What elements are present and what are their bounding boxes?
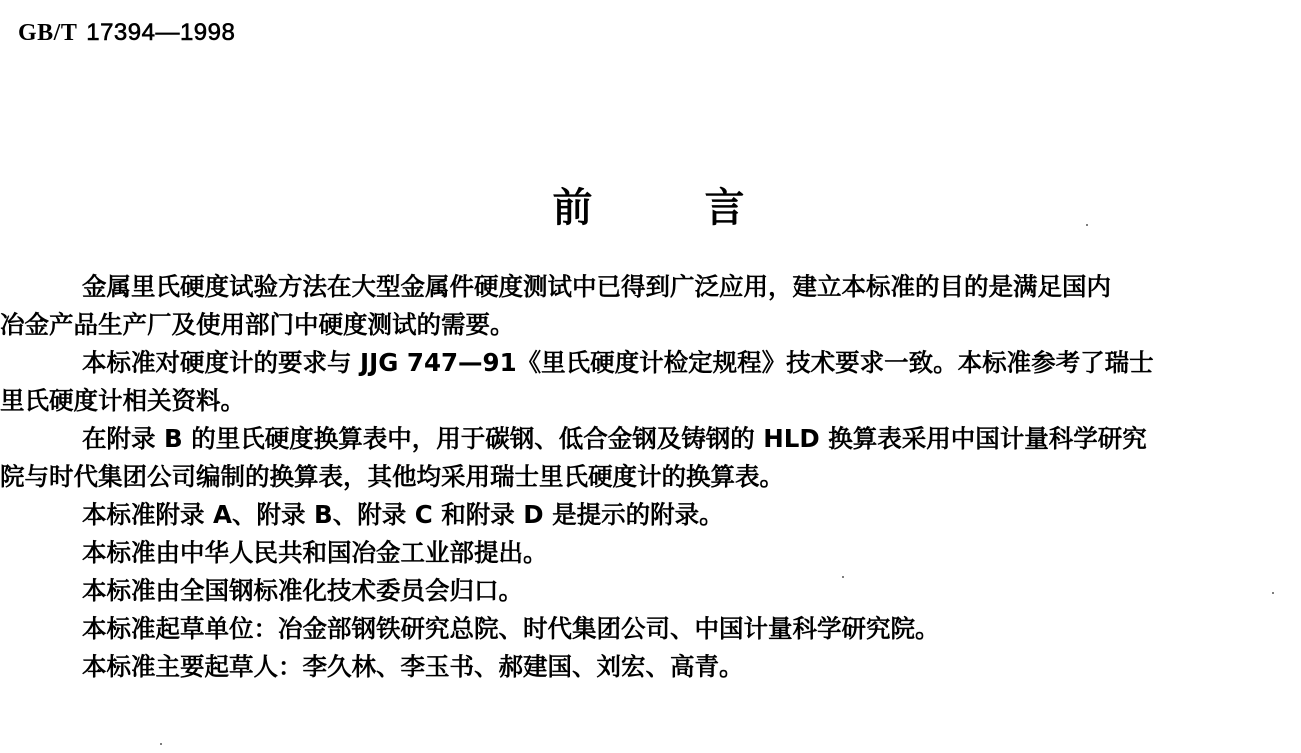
paragraph-line: 本标准由中华人民共和国冶金工业部提出。 <box>82 538 548 567</box>
paragraph-line: 本标准对硬度计的要求与 JJG 747—91《里氏硬度计检定规程》技术要求一致。本标准参考了瑞士 <box>82 348 1154 377</box>
title-char-2: 言 <box>704 185 749 231</box>
standard-code: GB/T <box>18 20 78 46</box>
paragraph-line: 金属里氏硬度试验方法在大型金属件硬度测试中已得到广泛应用，建立本标准的目的是满足国内 <box>82 272 1111 301</box>
paragraph-line: 本标准起草单位：冶金部钢铁研究总院、时代集团公司、中国计量科学研究院。 <box>82 614 940 643</box>
paragraph-5 <box>0 534 1301 572</box>
paragraph-line: 在附录 B 的里氏硬度换算表中，用于碳钢、低合金钢及铸钢的 HLD 换算表采用中国计量科学研究 <box>82 424 1147 453</box>
paragraph-2 <box>0 344 1301 420</box>
paragraph-8 <box>0 648 1301 686</box>
paragraph-4 <box>0 496 1301 534</box>
paragraph-6 <box>0 572 1301 610</box>
scan-speck <box>1272 592 1274 594</box>
paragraph-line: 本标准主要起草人：李久林、李玉书、郝建国、刘宏、高青。 <box>82 652 744 681</box>
paragraph-line: 冶金产品生产厂及使用部门中硬度测试的需要。 <box>0 310 515 339</box>
page-title <box>0 176 1301 233</box>
paragraph-line: 院与时代集团公司编制的换算表，其他均采用瑞士里氏硬度计的换算表。 <box>0 462 784 491</box>
foreword-body <box>0 268 1301 686</box>
scan-speck <box>1086 224 1088 226</box>
paragraph-line: 本标准由全国钢标准化技术委员会归口。 <box>82 576 523 605</box>
paragraph-1 <box>0 268 1301 344</box>
paragraph-3 <box>0 420 1301 496</box>
paragraph-line: 里氏硬度计相关资料。 <box>0 386 245 415</box>
standard-number-header <box>18 18 235 47</box>
standard-year-number: 17394—1998 <box>86 19 236 46</box>
paragraph-7 <box>0 610 1301 648</box>
scan-speck <box>842 576 844 578</box>
paragraph-line: 本标准附录 A、附录 B、附录 C 和附录 D 是提示的附录。 <box>82 500 724 529</box>
title-char-1: 前 <box>552 185 597 231</box>
scan-speck <box>160 743 162 745</box>
